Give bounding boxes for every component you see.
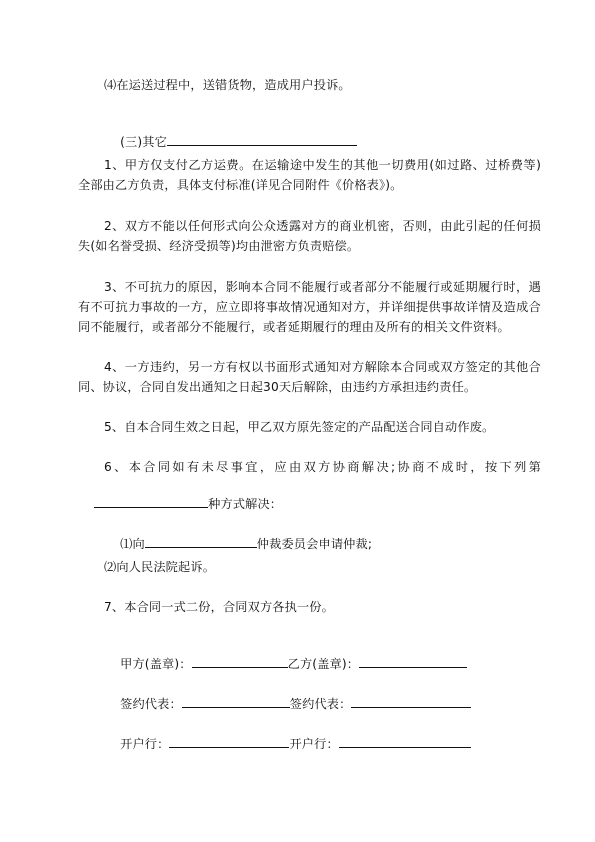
bank-row <box>104 720 471 767</box>
clause-6-line-2-text: 种方式解决： <box>208 497 283 511</box>
arbitration-commission-blank[interactable] <box>145 535 257 548</box>
party-b-representative-blank[interactable] <box>351 695 471 708</box>
option-1-suffix: 仲裁委员会申请仲裁; <box>256 537 373 551</box>
clause-6-option-2: ⑵向人民法院起诉。 <box>104 560 216 574</box>
clause-5: 5、自本合同生效之日起，甲乙双方原先签定的产品配送合同自动作废。 <box>104 420 495 434</box>
clause-2-line-1: 2、双方不能以任何形式向公众透露对方的商业机密，否则，由此引起的任何损 <box>104 219 541 233</box>
other-blank[interactable] <box>167 133 357 146</box>
party-b-seal-blank[interactable] <box>359 655 467 668</box>
clause-7: 7、本合同一式二份，合同双方各执一份。 <box>104 600 334 614</box>
clause-2-line-2: 失(如名誉受损、经济受损等)均由泄密方负责赔偿。 <box>78 239 360 253</box>
party-b-representative-label: 签约代表： <box>289 697 352 711</box>
clause-1-line-1: 1、甲方仅支付乙方运费。在运输途中发生的其他一切费用(如过路、过桥费等) <box>104 158 541 172</box>
option-1-prefix: ⑴向 <box>120 537 145 551</box>
method-number-blank[interactable] <box>94 495 208 508</box>
clause-3-line-1: 3、不可抗力的原因，影响本合同不能履行或者部分不能履行或延期履行时，遇 <box>104 280 541 294</box>
party-b-bank-blank[interactable] <box>339 735 471 748</box>
party-a-representative-blank[interactable] <box>182 695 290 708</box>
clause-6-line-1: 6、本合同如有未尽事宜，应由双方协商解决;协商不成时，按下列第 <box>104 460 541 474</box>
party-a-bank-label: 开户行： <box>120 737 170 751</box>
party-a-representative-label: 签约代表： <box>120 697 182 711</box>
clause-4-line-1: 4、一方违约，另一方有权以书面形式通知对方解除本合同或双方签定的其他合 <box>104 360 541 374</box>
other-heading-label: (三)其它 <box>120 135 167 149</box>
party-a-bank-blank[interactable] <box>169 735 289 748</box>
party-b-seal-label: 乙方(盖章)： <box>287 657 360 671</box>
party-b-bank-label: 开户行： <box>289 737 339 751</box>
transport-clause-4: ⑷在运送过程中，送错货物，造成用户投诉。 <box>104 78 351 92</box>
party-a-seal-label: 甲方(盖章)： <box>120 657 192 671</box>
party-a-seal-blank[interactable] <box>192 655 288 668</box>
clause-3-line-2: 有不可抗力事故的一方，应立即将事故情况通知对方，并详细提供事故详情及造成合 <box>78 300 541 314</box>
clause-4-line-2: 同、协议，合同自发出通知之日起30天后解除，由违约方承担违约责任。 <box>78 380 477 394</box>
clause-1-line-2: 全部由乙方负责，具体支付标准(详见合同附件《价格表》)。 <box>78 178 403 192</box>
clause-3-line-3: 同不能履行，或者部分不能履行，或者延期履行的理由及所有的相关文件资料。 <box>78 320 510 334</box>
